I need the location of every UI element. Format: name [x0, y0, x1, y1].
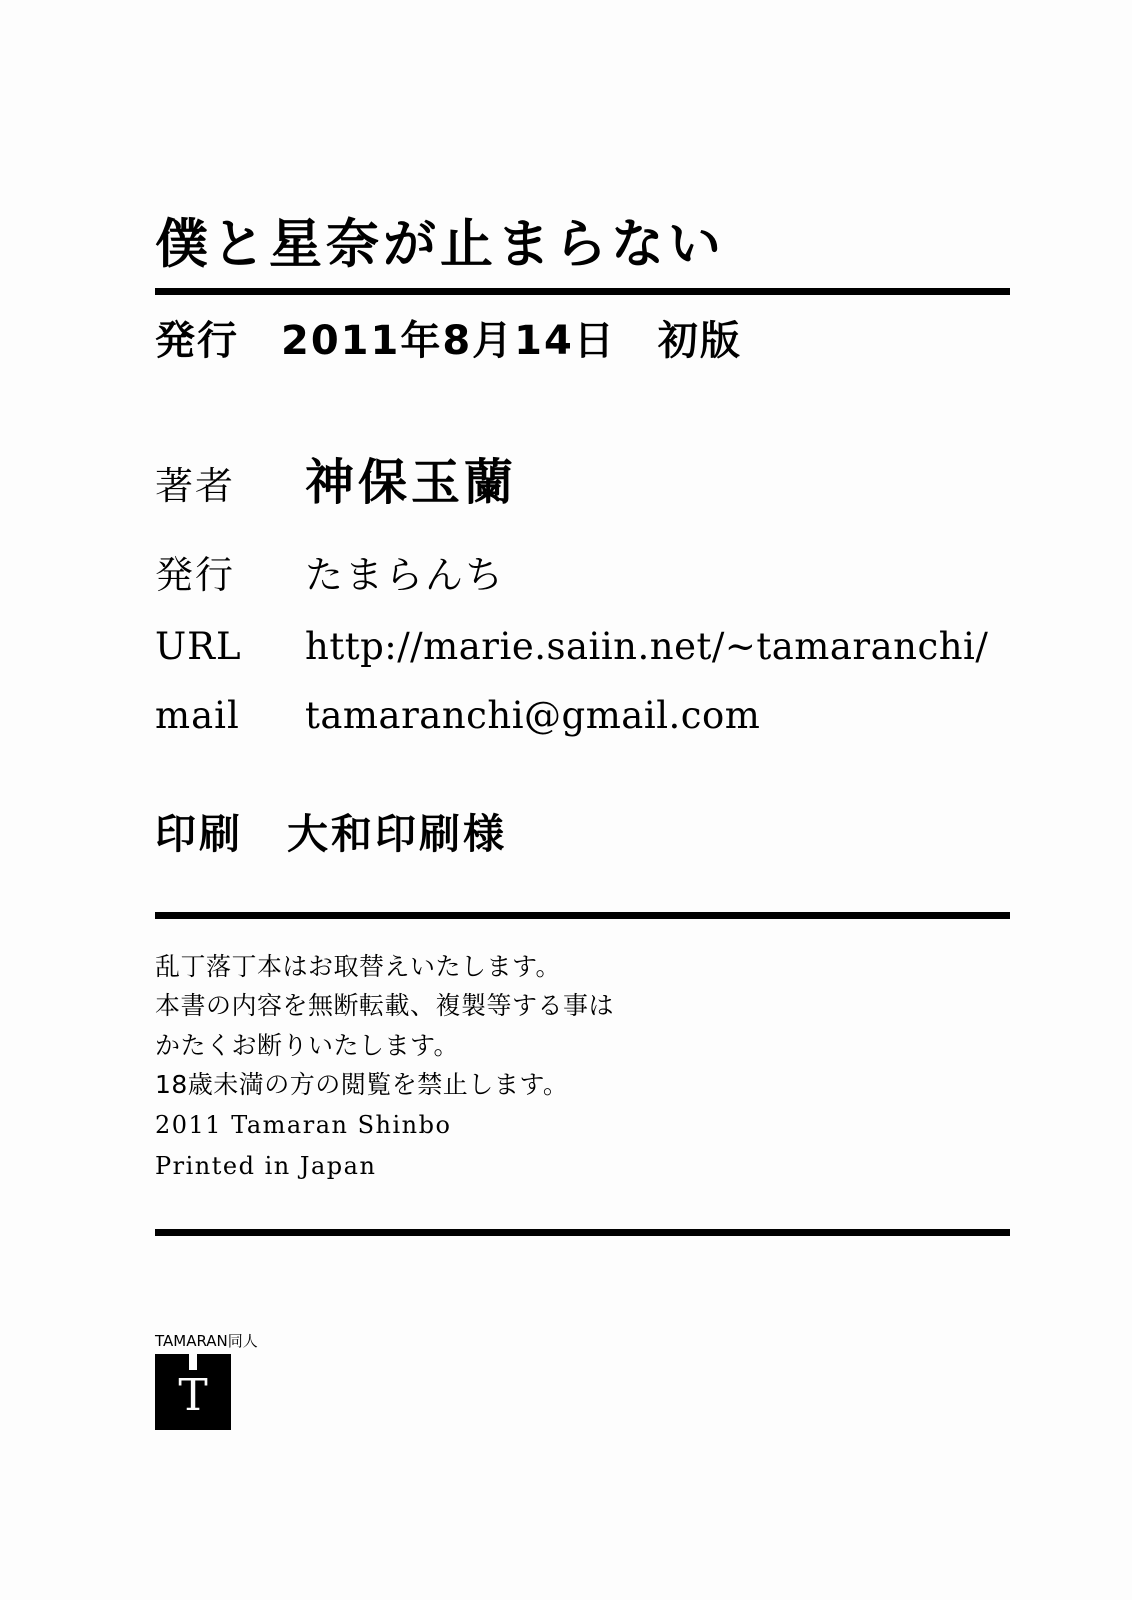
- page-title: 僕と星奈が止まらない: [155, 214, 725, 275]
- credit-value-url[interactable]: http://marie.saiin.net/~tamaranchi/: [305, 624, 989, 668]
- note-line: 18歳未満の方の閲覧を禁止します。: [155, 1070, 569, 1100]
- credit-row: [155, 694, 1015, 737]
- divider-middle: [155, 912, 1010, 919]
- publisher-logo: [155, 1330, 375, 1430]
- divider-top: [155, 288, 1010, 295]
- logo-caption: TAMARAN同人: [155, 1332, 258, 1350]
- printer-block: [155, 801, 1015, 860]
- printer-line: 印刷 大和印刷様: [155, 809, 507, 858]
- logo-letter: T: [178, 1370, 208, 1421]
- credit-label-author: 著者: [155, 463, 236, 508]
- credit-value-publisher: たまらんち: [305, 552, 506, 597]
- credit-label-url: URL: [155, 624, 242, 668]
- logo-slot: [189, 1354, 197, 1370]
- divider-bottom: [155, 1229, 1010, 1236]
- note-line: 本書の内容を無断転載、複製等する事は: [155, 991, 615, 1021]
- tamaran-logo-icon: [155, 1354, 231, 1430]
- credit-row: [155, 444, 1015, 514]
- publication-date: 発行 2011年8月14日 初版: [155, 317, 742, 364]
- credit-row: [155, 544, 1015, 599]
- note-line: 乱丁落丁本はお取替えいたします。: [155, 951, 562, 981]
- note-line: 2011 Tamaran Shinbo: [155, 1110, 452, 1139]
- note-line: かたくお断りいたします。: [155, 1030, 460, 1060]
- note-line: Printed in Japan: [155, 1151, 377, 1180]
- credit-row: [155, 625, 1015, 668]
- credit-label-mail: mail: [155, 693, 240, 737]
- credit-value-author: 神保玉蘭: [305, 453, 518, 511]
- colophon-block: [155, 215, 1015, 1236]
- notes-block: [155, 947, 1015, 1187]
- credit-label-publisher: 発行: [155, 552, 236, 597]
- credits-list: [155, 444, 1015, 737]
- credit-value-mail[interactable]: tamaranchi@gmail.com: [305, 693, 761, 737]
